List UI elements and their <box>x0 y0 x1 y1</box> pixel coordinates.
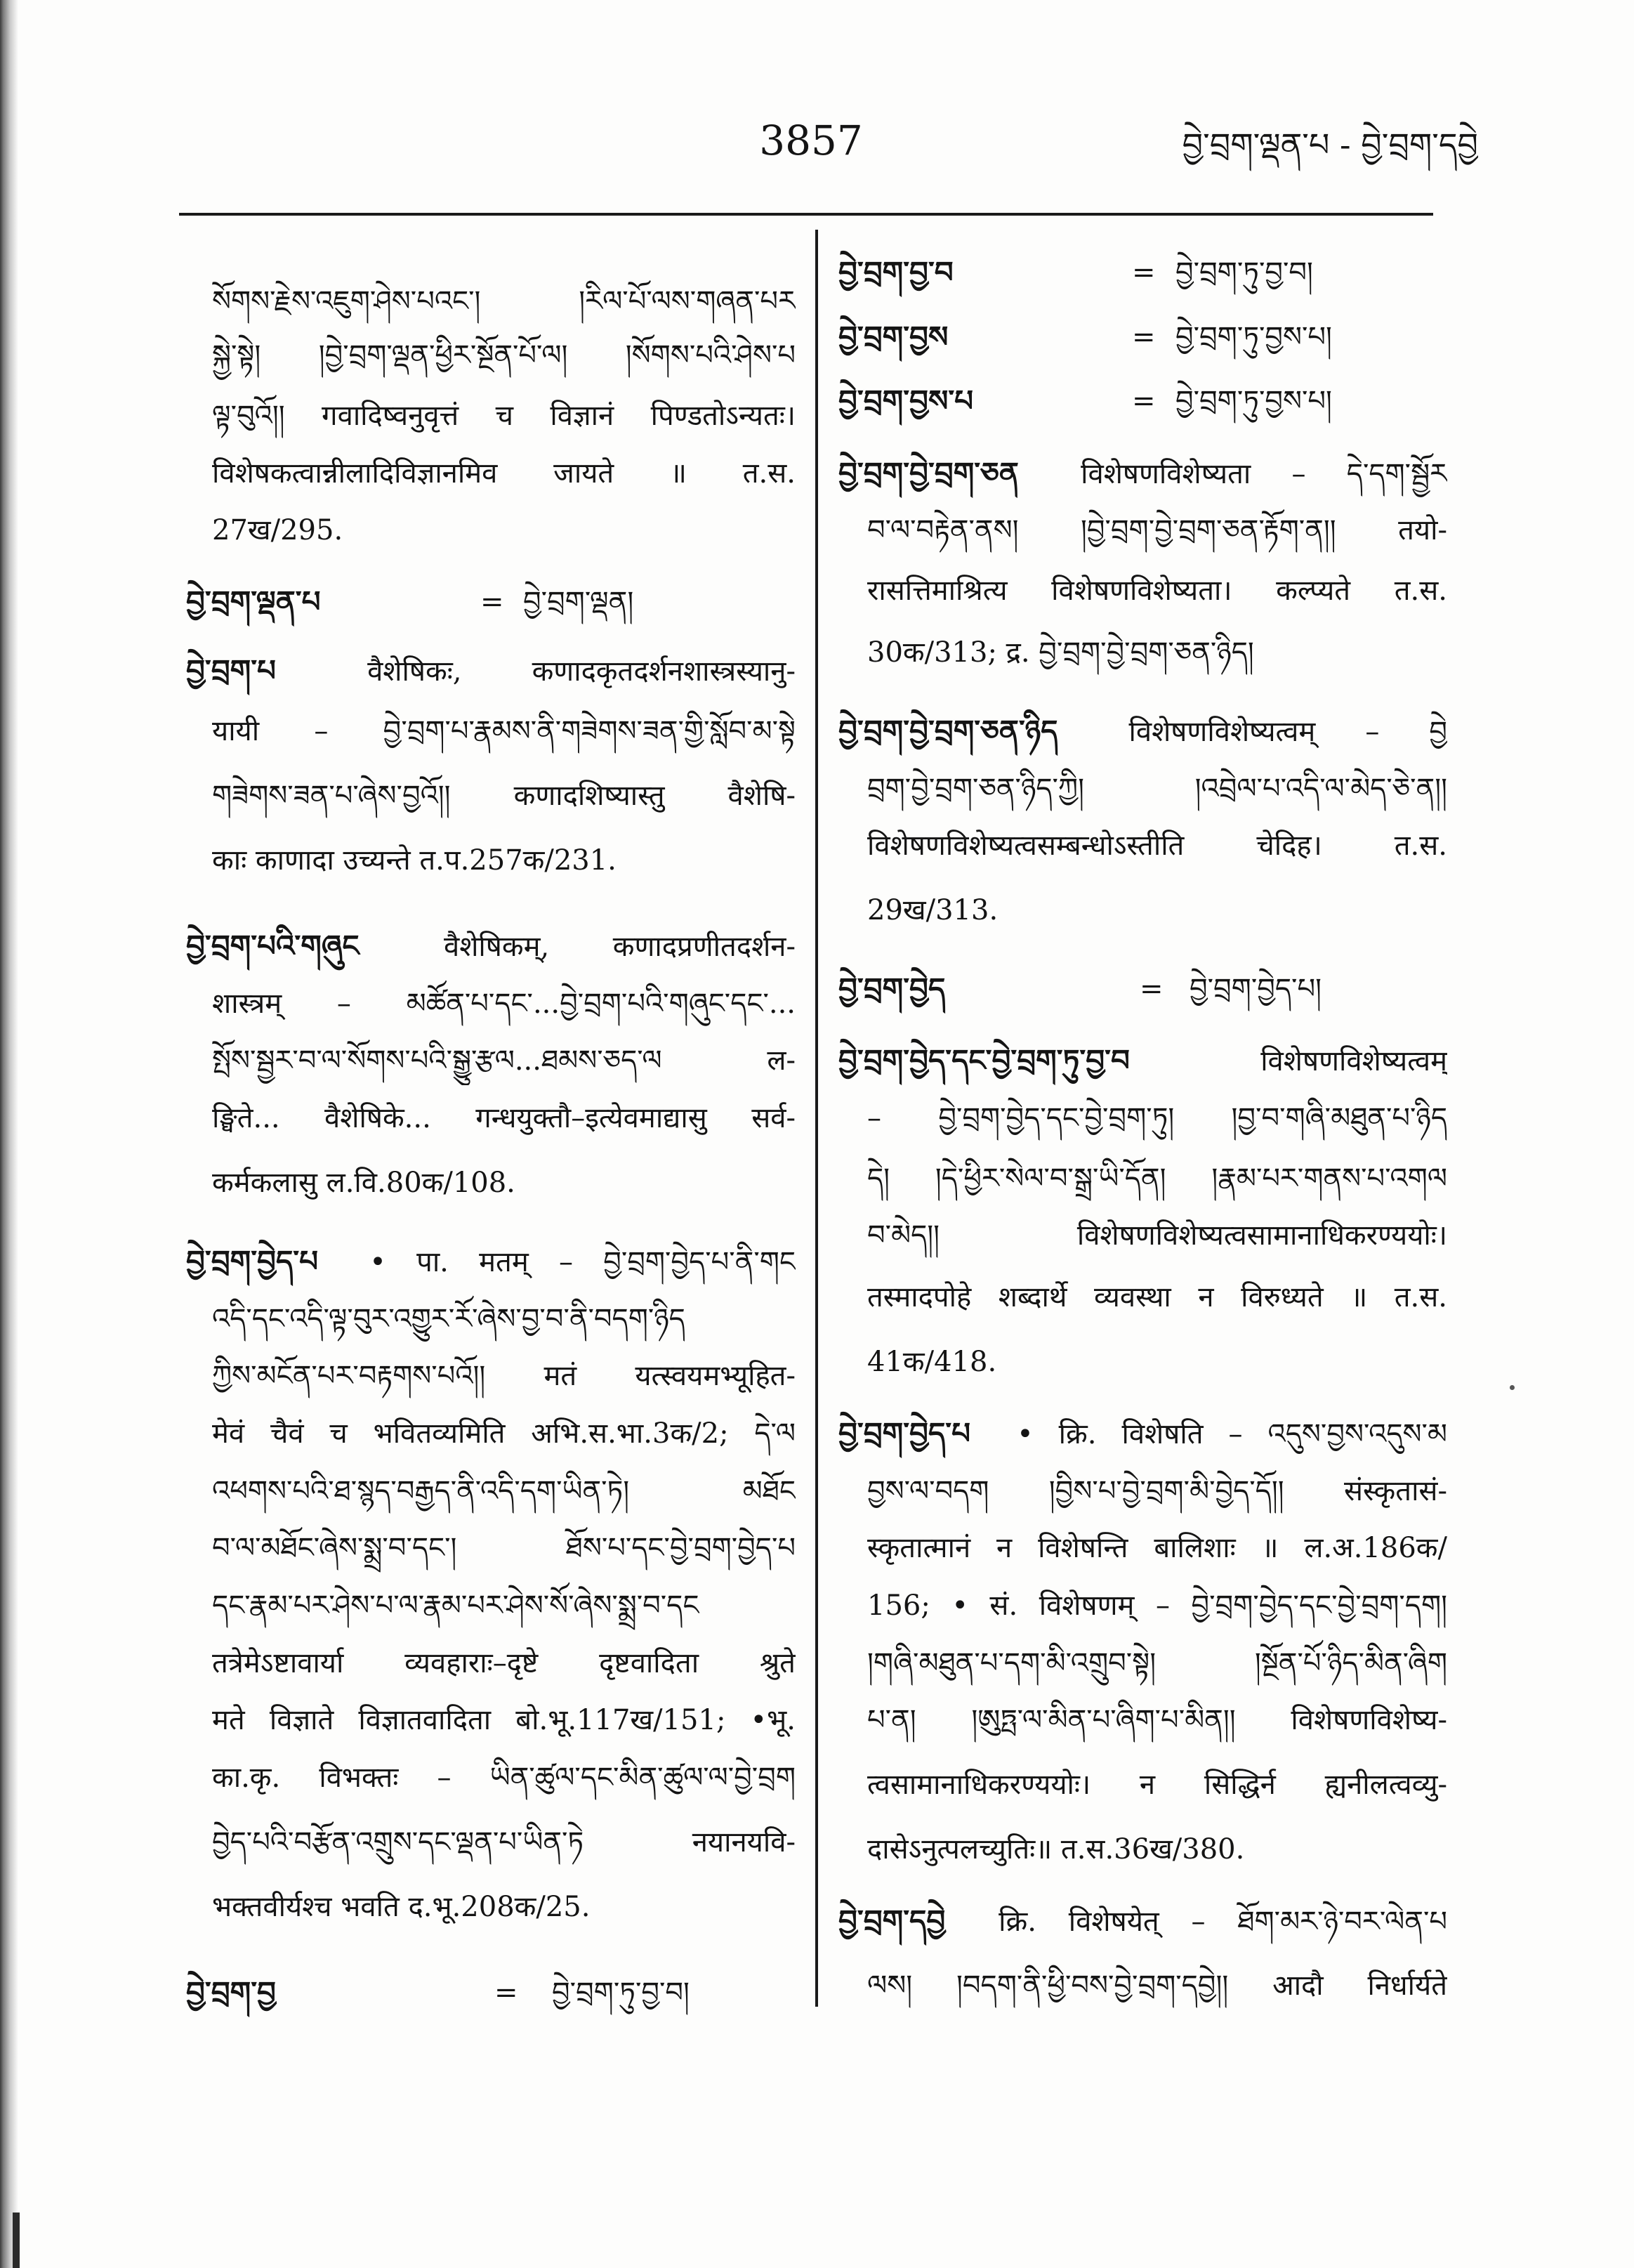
gloss: वैशेषिकम्, कणादप्रणीतदर्शन- <box>443 931 796 963</box>
gloss: • क्रि. विशेषति – འདུས་བྱས་འདུས་མ <box>1017 1418 1447 1450</box>
cross-reference-entry <box>838 376 1447 426</box>
entry-line: – བྱེ་བྲག་བྱེད་དང་བྱེ་བྲག་ཏུ། །བྱ་བ་གཞི་མཐུན་པ་ཉིད <box>867 1102 1447 1134</box>
entry-head-line <box>838 1896 1447 1946</box>
entry-line: तस्मादपोहे शब्दार्थे व्यवस्था न विरुध्यते ॥ त.स. <box>867 1281 1447 1313</box>
entry-line: का.कृ. विभक्तः – ཡིན་ཚུལ་དང་མིན་ཚུལ་ལ་བྱེ་བྲག <box>212 1762 796 1794</box>
gloss: क्रि. विशेषयेत् – ཐོག་མར་ཉེ་བར་ལེན་པ <box>999 1906 1447 1938</box>
headword: བྱེ་བྲག་བྱ <box>186 1975 276 2010</box>
entry-line: སོགས་རྗེས་འཇུག་ཤེས་པའང་། །རིལ་པོ་ལས་གཞན་པར <box>212 285 796 317</box>
entry-line: །གཞི་མཐུན་པ་དག་མི་འགྲུབ་སྟེ། །སྔོན་པོ་ཉིད་མིན་ཞིག <box>867 1647 1447 1679</box>
entry-line: स्कृतात्मानं न विशेषन्ति बालिशाः ॥ ल.अ.186क/ <box>867 1532 1447 1564</box>
entry-line: བྱས་ལ་བདག །བྱིས་པ་བྱེ་བྲག་མི་བྱེད་དོ།། संस्कृतासं- <box>867 1475 1447 1507</box>
entry-line: 30क/313; द्र. བྱེ་བྲག་བྱེ་བྲག་ཅན་ཉིད། <box>867 636 1254 669</box>
entry-head-line <box>838 449 1447 498</box>
entry-line: བྲག་བྱེ་བྲག་ཅན་ཉིད་ཀྱི། །འབྲེལ་པ་འདི་ལ་མེད་ཅེ་ན།། <box>867 773 1447 805</box>
entry-line: विशेषणविशेष्यत्वसम्बन्धोऽस्तीति चेदिह। त.स. <box>867 830 1447 862</box>
entry-head-line <box>838 707 1447 756</box>
entry-line: དེ། །དེ་ཕྱིར་སེལ་བ་སྒྲ་ཡི་དོན། །རྣམ་པར་གནས་པ་འགལ <box>867 1162 1447 1195</box>
entry-line: मेवं चैवं च भवितव्यमिति अभि.स.भा.3क/2; དེ་ལ <box>212 1417 796 1450</box>
entry-line: དང་རྣམ་པར་ཤེས་པ་ལ་རྣམ་པར་ཤེས་སོ་ཞེས་སྨྲ་བ་དང <box>212 1589 699 1622</box>
cross-reference-entry <box>838 248 1447 297</box>
headword: བྱེ་བྲག་བྱེ་བྲག་ཅན <box>838 456 1019 490</box>
gloss: विशेषणविशेष्यता – དེ་དག་སྦྱོར <box>1081 458 1447 490</box>
entry-line: འཕགས་པའི་ཐ་སྙད་བརྒྱད་ནི་འདི་དག་ཡིན་ཏེ། མཐོང <box>212 1475 796 1507</box>
entry-line: གཟེགས་ཟན་པ་ཞེས་བྱའོ།། कणादशिष्यास्तु वैशेषि- <box>212 780 796 812</box>
entry-line: 156; • सं. विशेषणम् – བྱེ་བྲག་བྱེད་དང་བྱེ་བྲག་དག། <box>867 1589 1447 1622</box>
equals-sign: = <box>494 1977 518 2009</box>
entry-line: སྐྱེ་སྟེ། །བྱེ་བྲག་ལྡན་ཕྱིར་སྔོན་པོ་ལ། །སོགས་པའི་ཤེས་པ <box>212 339 796 372</box>
entry-head-line <box>838 1409 1447 1458</box>
cross-reference-entry <box>186 577 796 627</box>
entry-head-line <box>186 922 796 971</box>
equals-sign: = <box>480 586 504 618</box>
headword: བྱེ་བྲག་ལྡན་པ <box>186 584 321 619</box>
headword: བྱེ་བྲག་དབྱེ <box>838 1903 946 1938</box>
running-head: བྱེ་བྲག་ལྡན་པ - བྱེ་བྲག་དབྱེ <box>1182 126 1478 164</box>
entry-line: བ་ལ་བརྟེན་ནས། །བྱེ་བྲག་བྱེ་བྲག་ཅན་རྟོག་ན།། तयो- <box>867 514 1447 546</box>
entry-line: ङ्घिते... वैशेषिके... गन्धयुक्तौ–इत्येवमाद्यासु सर्व- <box>212 1102 796 1134</box>
headword: བྱེ་བྲག་བྱས <box>838 320 949 354</box>
headword: བྱེ་བྲག་བྱེད་པ <box>186 1244 319 1278</box>
entry-line: दासेऽनुत्पलच्युतिः॥ त.स.36ख/380. <box>867 1833 1245 1866</box>
entry-line: 29ख/313. <box>867 894 999 926</box>
page-number: 3857 <box>759 117 863 164</box>
entry-line: कर्मकलासु ल.वि.80क/108. <box>212 1167 515 1199</box>
entry-line: रासत्तिमाश्रित्य विशेषणविशेष्यता। कल्प्यते त.स. <box>867 575 1447 607</box>
scan-edge-shadow <box>0 0 18 2268</box>
entry-line: त्वसामानाधिकरण्ययोः। न सिद्धिर्न ह्यनीलत्वव्यु- <box>867 1769 1447 1801</box>
cross-reference-target: བྱེ་བྲག་ལྡན། <box>523 586 634 618</box>
entry-line: 41क/418. <box>867 1346 997 1378</box>
headword: བྱེ་བྲག་བྱ་བ <box>838 255 954 289</box>
gloss: विशेषणविशेष्यत्वम् – བྱེ <box>1128 716 1447 748</box>
gloss: • पा. मतम् – བྱེ་བྲག་བྱེད་པ་ནི་གང <box>369 1246 796 1278</box>
entry-head-line <box>838 1036 1447 1085</box>
entry-line: ལྟ་བུའོ།། गवादिष्वनुवृत्तं च विज्ञानं पिण्डतोऽन्यतः। <box>212 400 796 432</box>
entry-line: འདི་དང་འདི་ལྟ་བུར་འགྱུར་རོ་ཞེས་བྱ་བ་ནི་བདག་ཉིད <box>212 1303 685 1335</box>
entry-line: བ་མེད།། विशेषणविशेष्यत्वसामानाधिकरण्ययोः। <box>867 1219 1447 1252</box>
entry-line: བ་ལ་མཐོང་ཞེས་སྨྲ་བ་དང་། ཐོས་པ་དང་བྱེ་བྲག་བྱེད་པ <box>212 1532 796 1564</box>
entry-line: 27ख/295. <box>212 514 343 546</box>
cross-reference-entry <box>838 313 1447 362</box>
entry-line: शास्त्रम् – མཚོན་པ་དང་...བྱེ་བྲག་པའི་གཞུང་དང་... <box>212 988 796 1020</box>
entry-line: विशेषकत्वान्नीलादिविज्ञानमिव जायते ॥ त.स. <box>212 457 796 490</box>
cross-reference-entry <box>186 1968 796 2017</box>
cross-reference-target: བྱེ་བྲག་ཏུ་བྱ་བ། <box>1175 256 1313 289</box>
header-rule <box>179 213 1433 216</box>
headword: བྱེ་བྲག་བྱེད <box>838 971 946 1006</box>
entry-head-line <box>186 646 796 695</box>
scan-speck <box>1510 1385 1515 1390</box>
entry-line: པ་ན། །ཨུཏྤ་ལ་མིན་པ་ཞིག་པ་མིན།། विशेषणविशेष्य- <box>867 1704 1447 1736</box>
equals-sign: = <box>1132 385 1156 417</box>
gloss: वैशेषिकः, कणादकृतदर्शनशास्त्रस्यानु- <box>367 655 796 688</box>
headword: བྱེ་བྲག་པའི་གཞུང <box>186 929 360 963</box>
gloss: विशेषणविशेष्यत्वम् <box>1260 1045 1447 1077</box>
entry-line: ཀྱིས་མངོན་པར་བརྟགས་པའོ།། मतं यत्स्वयमभ्यूहित- <box>212 1360 796 1392</box>
scan-edge-mark <box>13 2213 20 2268</box>
cross-reference-entry <box>838 964 1447 1014</box>
entry-line: यायी – བྱེ་བྲག་པ་རྣམས་ནི་གཟེགས་ཟན་གྱི་སློབ་མ་སྟེ <box>212 715 796 747</box>
entry-line: काः काणादा उच्यन्ते त.प.257क/231. <box>212 844 617 877</box>
cross-reference-target: བྱེ་བྲག་ཏུ་བྱས་པ། <box>1175 385 1332 417</box>
entry-head-line <box>186 1237 796 1286</box>
headword: བྱེ་བྲག་བྱེ་བྲག་ཅན་ཉིད <box>838 714 1058 748</box>
entry-line: ལས། །བདག་ནི་ཕྱི་བས་བྱེ་བྲག་དབྱེ།། आदौ निर्धार्यते <box>867 1969 1447 2002</box>
headword: བྱེ་བྲག་བྱེད་དང་བྱེ་བྲག་ཏུ་བྱ་བ <box>838 1043 1130 1077</box>
entry-line: मते विज्ञाते विज्ञातवादिता बो.भू.117ख/151; •भू. <box>212 1704 796 1736</box>
cross-reference-target: བྱེ་བྲག་བྱེད་པ། <box>1190 973 1322 1005</box>
entry-line: སྤོས་སྦྱར་བ་ལ་སོགས་པའི་སྒྱུ་རྩལ...ཐམས་ཅད་ལ ल- <box>212 1044 796 1077</box>
equals-sign: = <box>1132 256 1156 289</box>
entry-line: तत्रेमेऽष्टावार्या व्यवहाराः–दृष्टे दृष्टवादिता श्रुते <box>212 1647 796 1679</box>
equals-sign: = <box>1132 321 1156 353</box>
entry-line: བྱེད་པའི་བརྩོན་འགྲུས་དང་ལྡན་པ་ཡིན་ཏེ नयानयवि- <box>212 1826 796 1859</box>
column-divider <box>815 230 818 2007</box>
headword: བྱེ་བྲག་བྱས་པ <box>838 384 974 418</box>
entry-line: भक्तवीर्यश्च भवति द.भू.208क/25. <box>212 1891 591 1923</box>
cross-reference-target: བྱེ་བྲག་ཏུ་བྱས་པ། <box>1175 321 1332 353</box>
cross-reference-target: བྱེ་བྲག་ཏུ་བྱ་བ། <box>552 1977 690 2009</box>
headword: བྱེ་བྲག་བྱེད་པ <box>838 1416 971 1450</box>
headword: བྱེ་བྲག་པ <box>186 653 276 688</box>
equals-sign: = <box>1140 973 1164 1005</box>
